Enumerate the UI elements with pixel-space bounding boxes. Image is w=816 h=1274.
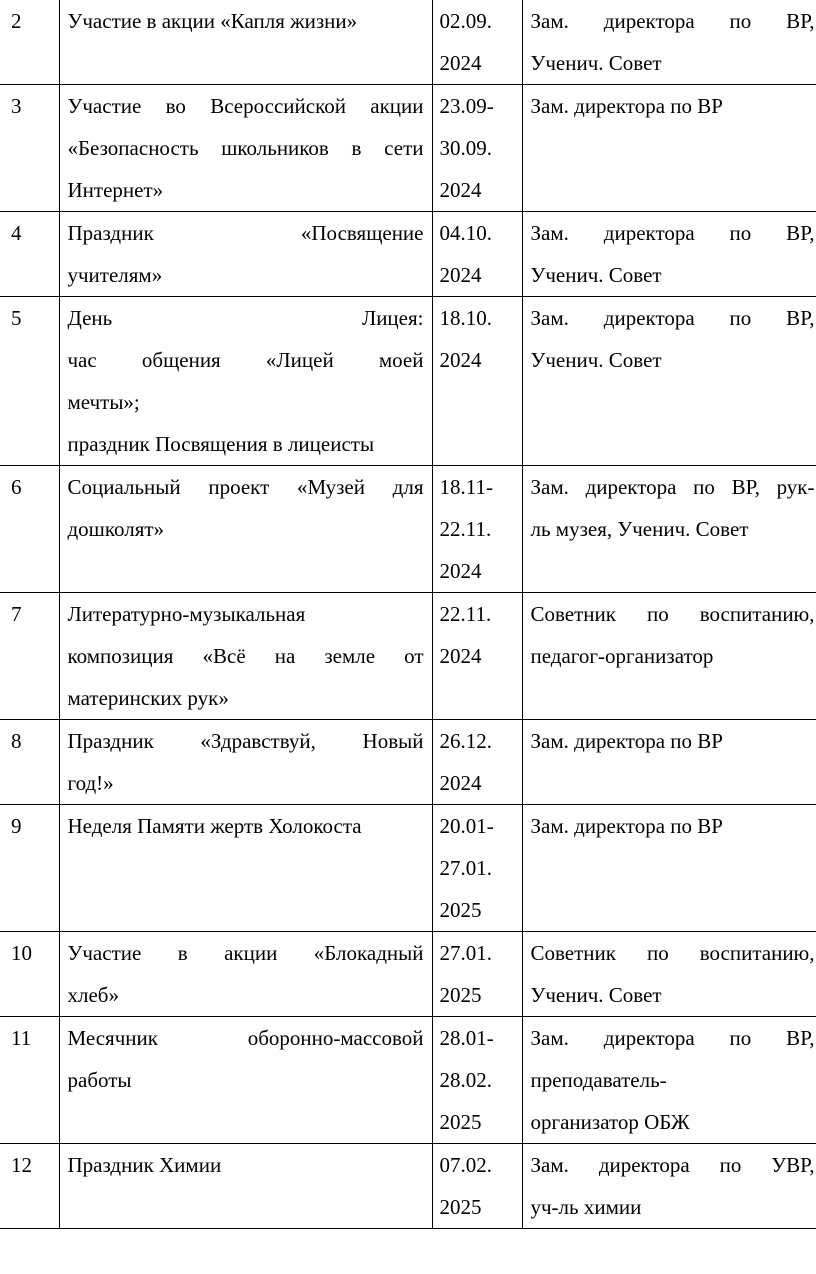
responsible-text-line: Зам. директора по ВР: [530, 94, 723, 118]
row-number: 2: [0, 0, 59, 85]
event-text-line: Праздник Химии: [67, 1153, 222, 1177]
responsible-cell: [522, 805, 816, 932]
date-cell: [432, 466, 522, 593]
responsible-text-line: Зам. директора по ВР,: [530, 221, 815, 245]
date-text-line: 2024: [439, 348, 482, 372]
event-cell: [59, 0, 432, 85]
table-row: [0, 805, 816, 932]
responsible-text-line: уч-ль химии: [530, 1195, 642, 1219]
date-cell: [432, 1144, 522, 1229]
responsible-cell: [522, 720, 816, 805]
row-number: 5: [0, 297, 59, 466]
event-text-line: хлеб»: [67, 983, 119, 1007]
date-text-line: 2025: [439, 1110, 482, 1134]
event-text-line: Участие в акции «Блокадный: [67, 941, 424, 965]
event-text-line: год!»: [67, 771, 114, 795]
responsible-text-line: Зам. директора по ВР,: [530, 9, 815, 33]
date-cell: [432, 212, 522, 297]
responsible-text-line: Зам. директора по ВР,: [530, 306, 815, 330]
date-cell: [432, 0, 522, 85]
row-number: 4: [0, 212, 59, 297]
table-row: [0, 720, 816, 805]
date-text-line: 26.12.: [439, 729, 492, 753]
event-text-line: «Безопасность школьников в сети: [67, 136, 424, 160]
event-text-line: материнских рук»: [67, 686, 229, 710]
table-row: [0, 0, 816, 85]
row-number: 8: [0, 720, 59, 805]
responsible-cell: [522, 297, 816, 466]
table-row: [0, 1144, 816, 1229]
date-text-line: 20.01-: [439, 814, 494, 838]
date-cell: [432, 85, 522, 212]
responsible-text-line: Ученич. Совет: [530, 348, 662, 372]
responsible-cell: [522, 932, 816, 1017]
table-row: [0, 212, 816, 297]
event-cell: [59, 805, 432, 932]
event-text-line: работы: [67, 1068, 132, 1092]
date-text-line: 2024: [439, 559, 482, 583]
event-text-line: День Лицея:: [67, 306, 424, 330]
responsible-cell: [522, 85, 816, 212]
table-row: [0, 593, 816, 720]
date-text-line: 2024: [439, 263, 482, 287]
responsible-cell: [522, 593, 816, 720]
date-text-line: 23.09-: [439, 94, 494, 118]
date-cell: [432, 720, 522, 805]
row-number: 11: [0, 1017, 59, 1144]
event-text-line: Неделя Памяти жертв Холокоста: [67, 814, 362, 838]
table-row: [0, 1017, 816, 1144]
event-cell: [59, 212, 432, 297]
table-row: [0, 85, 816, 212]
responsible-text-line: Зам. директора по ВР,: [530, 1026, 815, 1050]
event-cell: [59, 593, 432, 720]
date-text-line: 18.10.: [439, 306, 492, 330]
responsible-cell: [522, 0, 816, 85]
event-cell: [59, 1144, 432, 1229]
event-text-line: праздник Посвящения в лицеисты: [67, 432, 375, 456]
date-text-line: 22.11.: [439, 517, 492, 541]
responsible-text-line: ль музея, Ученич. Совет: [530, 517, 749, 541]
event-text-line: дошколят»: [67, 517, 165, 541]
date-cell: [432, 297, 522, 466]
row-number: 12: [0, 1144, 59, 1229]
date-text-line: 27.01.: [439, 941, 492, 965]
event-text-line: Месячник оборонно-массовой: [67, 1026, 424, 1050]
responsible-cell: [522, 1017, 816, 1144]
table-row: [0, 466, 816, 593]
table-row: [0, 297, 816, 466]
date-text-line: 2024: [439, 644, 482, 668]
date-text-line: 2025: [439, 898, 482, 922]
date-text-line: 30.09.: [439, 136, 492, 160]
event-text-line: Интернет»: [67, 178, 164, 202]
event-cell: [59, 932, 432, 1017]
event-text-line: Участие во Всероссийской акции: [67, 94, 424, 118]
date-text-line: 2025: [439, 983, 482, 1007]
event-text-line: Праздник «Здравствуй, Новый: [67, 729, 424, 753]
date-text-line: 27.01.: [439, 856, 492, 880]
row-number: 10: [0, 932, 59, 1017]
date-text-line: 22.11.: [439, 602, 492, 626]
responsible-text-line: Ученич. Совет: [530, 51, 662, 75]
event-text-line: Литературно-музыкальная: [67, 602, 306, 626]
event-text-line: мечты»;: [67, 390, 140, 414]
date-text-line: 2024: [439, 178, 482, 202]
date-text-line: 28.01-: [439, 1026, 494, 1050]
date-text-line: 2025: [439, 1195, 482, 1219]
responsible-text-line: Зам. директора по УВР,: [530, 1153, 815, 1177]
responsible-text-line: Зам. директора по ВР, рук-: [530, 475, 815, 499]
event-text-line: час общения «Лицей моей: [67, 348, 424, 372]
responsible-text-line: Зам. директора по ВР: [530, 729, 723, 753]
table-row: [0, 932, 816, 1017]
date-cell: [432, 1017, 522, 1144]
event-cell: [59, 297, 432, 466]
event-text-line: Участие в акции «Капля жизни»: [67, 9, 358, 33]
responsible-text-line: организатор ОБЖ: [530, 1110, 690, 1134]
responsible-text-line: Зам. директора по ВР: [530, 814, 723, 838]
event-text-line: композиция «Всё на земле от: [67, 644, 424, 668]
responsible-cell: [522, 212, 816, 297]
responsible-text-line: Ученич. Совет: [530, 263, 662, 287]
responsible-text-line: Советник по воспитанию,: [530, 602, 815, 626]
responsible-text-line: Советник по воспитанию,: [530, 941, 815, 965]
date-text-line: 28.02.: [439, 1068, 492, 1092]
row-number: 3: [0, 85, 59, 212]
event-text-line: Праздник «Посвящение: [67, 221, 424, 245]
row-number: 6: [0, 466, 59, 593]
date-cell: [432, 932, 522, 1017]
event-text-line: учителям»: [67, 263, 163, 287]
date-text-line: 02.09.: [439, 9, 492, 33]
event-cell: [59, 466, 432, 593]
event-cell: [59, 85, 432, 212]
responsible-cell: [522, 1144, 816, 1229]
event-cell: [59, 720, 432, 805]
responsible-cell: [522, 466, 816, 593]
date-cell: [432, 593, 522, 720]
date-cell: [432, 805, 522, 932]
row-number: 9: [0, 805, 59, 932]
event-cell: [59, 1017, 432, 1144]
row-number: 7: [0, 593, 59, 720]
event-text-line: Социальный проект «Музей для: [67, 475, 424, 499]
responsible-text-line: преподаватель-: [530, 1068, 667, 1092]
date-text-line: 2024: [439, 771, 482, 795]
date-text-line: 2024: [439, 51, 482, 75]
responsible-text-line: педагог-организатор: [530, 644, 714, 668]
date-text-line: 18.11-: [439, 475, 493, 499]
date-text-line: 07.02.: [439, 1153, 492, 1177]
responsible-text-line: Ученич. Совет: [530, 983, 662, 1007]
date-text-line: 04.10.: [439, 221, 492, 245]
